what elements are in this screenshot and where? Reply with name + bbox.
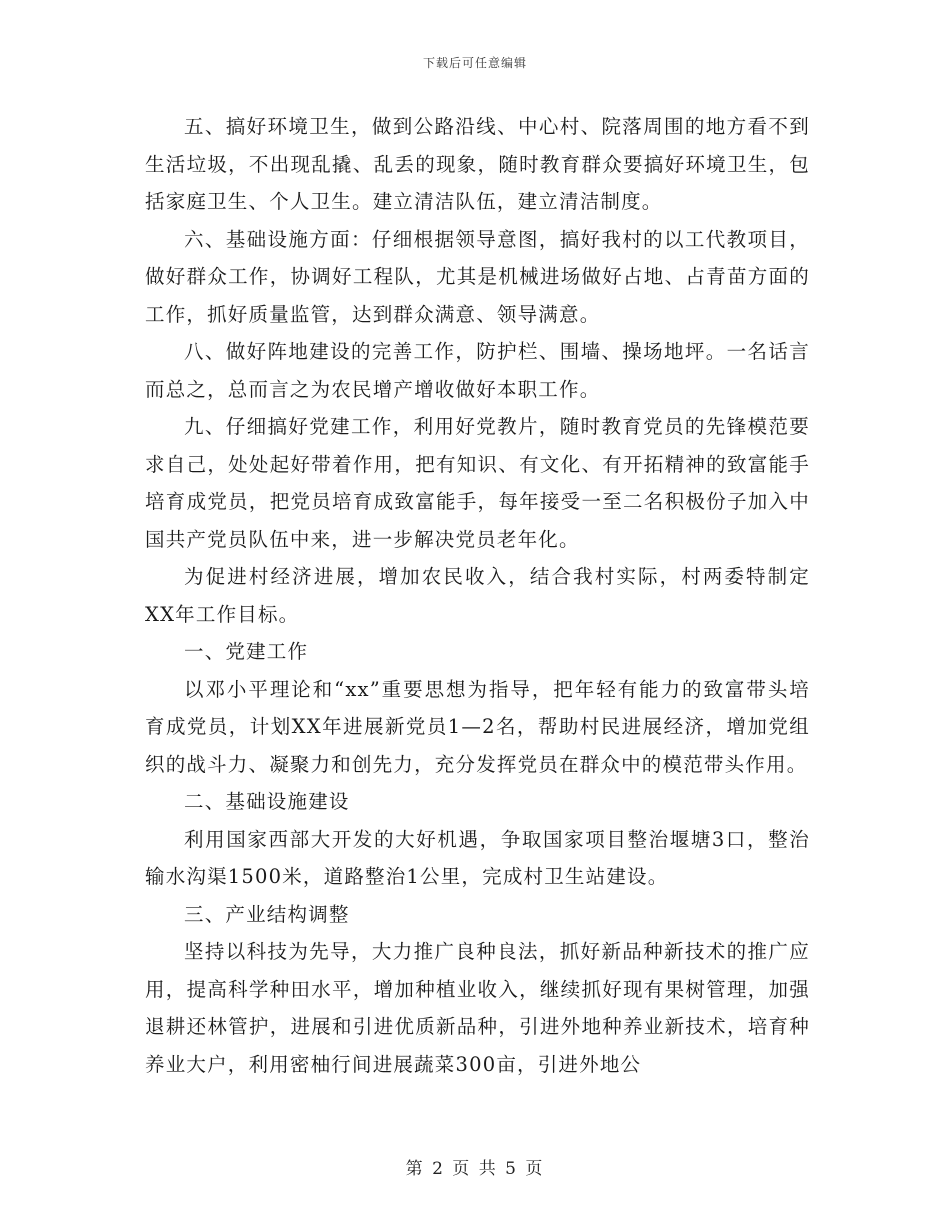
paragraph-item-5: 五、搞好环境卫生，做到公路沿线、中心村、院落周围的地方看不到生活垃圾，不出现乱撬、乱丢的现象，随时教育群众要搞好环境卫生，包括家庭卫生、个人卫生。建立清洁队伍，建立清洁制度。 bbox=[145, 115, 810, 213]
section-heading-industry: 三、产业结构调整 bbox=[184, 902, 350, 926]
page-number: 第 2 页 共 5 页 bbox=[405, 1159, 545, 1179]
paragraph-item-8: 八、做好阵地建设的完善工作，防护栏、围墙、操场地坪。一名话言而总之，总而言之为农民增产增收做好本职工作。 bbox=[145, 340, 810, 401]
paragraph-party-building: 以邓小平理论和“xx”重要思想为指导，把年轻有能力的致富带头培育成党员，计划XX年进展新党员1—2名，帮助村民进展经济，增加党组织的战斗力、凝聚力和创先力，充分发挥党员在群众中的模范带头作用。 bbox=[145, 677, 810, 776]
document-body bbox=[145, 108, 810, 1083]
paragraph-item-6: 六、基础设施方面：仔细根据领导意图，搞好我村的以工代教项目，做好群众工作，协调好工程队，尤其是机械进场做好占地、占青苗方面的工作，抓好质量监管，达到群众满意、领导满意。 bbox=[145, 227, 810, 326]
paragraph-infrastructure: 利用国家西部大开发的大好机遇，争取国家项目整治堰塘3口，整治输水沟渠1500米，道路整治1公里，完成村卫生站建设。 bbox=[145, 827, 810, 888]
section-heading-infrastructure: 二、基础设施建设 bbox=[184, 790, 350, 813]
section-heading-party-building: 一、党建工作 bbox=[184, 640, 309, 663]
paragraph-item-9: 九、仔细搞好党建工作，利用好党教片，随时教育党员的先锋模范要求自己，处处起好带着作用，把有知识、有文化、有开拓精神的致富能手培育成党员，把党员培育成致富能手，每年接受一至二名积极份子加入中国共产党员队伍中来，进一步解决党员老年化。 bbox=[145, 415, 810, 551]
page-header-note: 下载后可任意编辑 bbox=[422, 56, 527, 70]
paragraph-intro-goals: 为促进村经济进展，增加农民收入，结合我村实际，村两委特制定XX年工作目标。 bbox=[145, 565, 810, 626]
paragraph-industry: 坚持以科技为先导，大力推广良种良法，抓好新品种新技术的推广应用，提高科学种田水平，增加种植业收入，继续抓好现有果树管理，加强退耕还林管护，进展和引进优质新品种，引进外地种养业新技术，培育种养业大户，利用密柚行间进展蔬菜300亩，引进外地公 bbox=[145, 940, 810, 1076]
